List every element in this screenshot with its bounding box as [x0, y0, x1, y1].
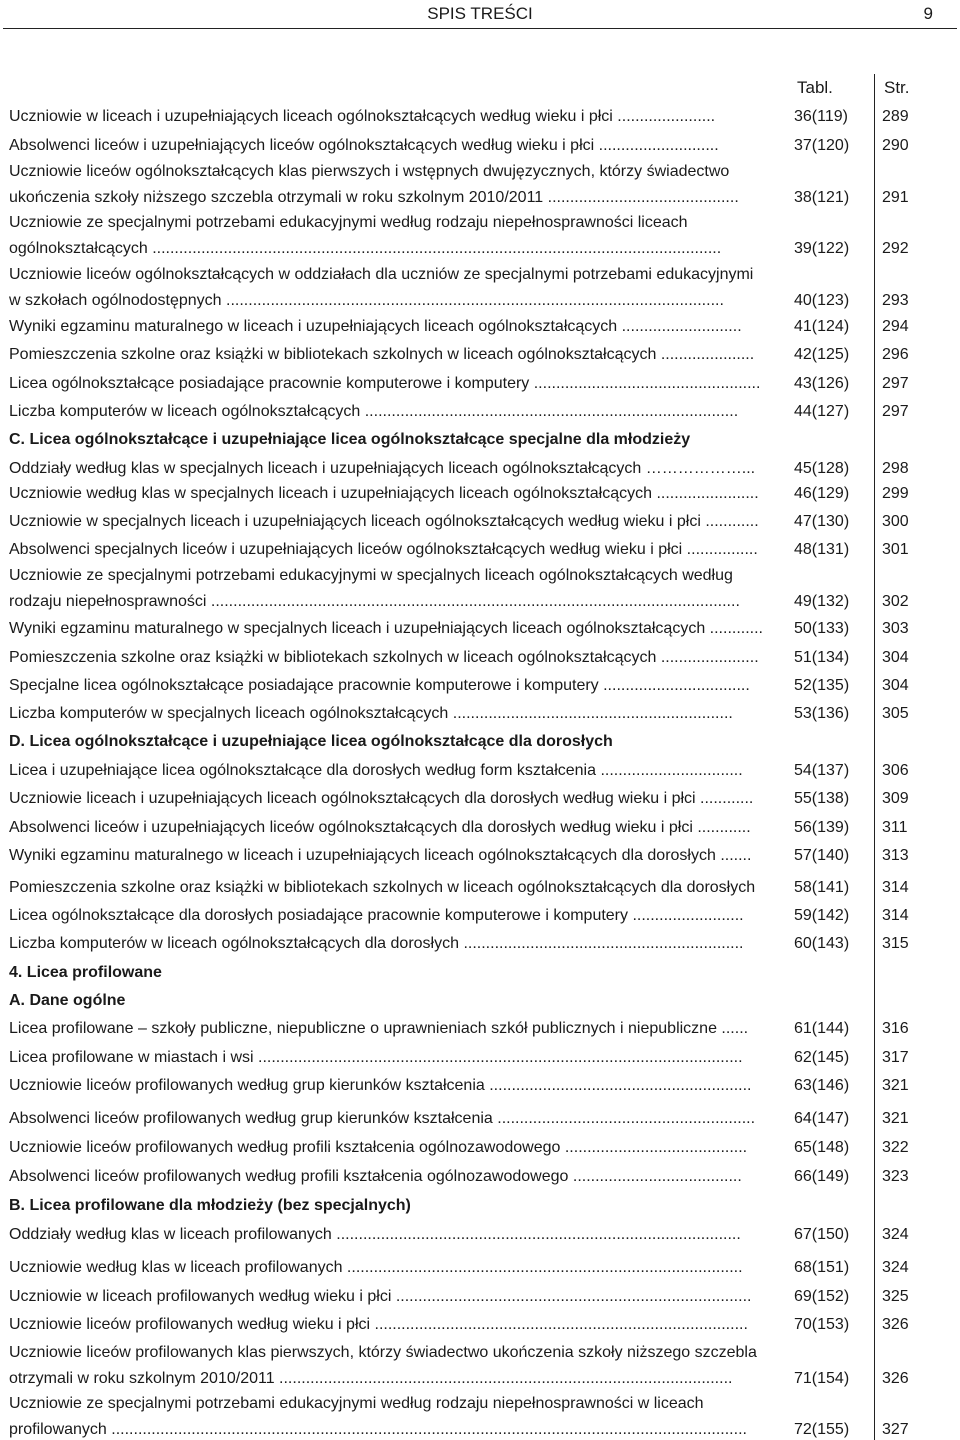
entry-title: Absolwenci liceów i uzupełniających liceów ogólnokształcących według wieku i płci ...........................: [9, 137, 719, 154]
entry-table-number: 44(127): [794, 403, 850, 420]
entry-page-number: 289: [882, 108, 909, 125]
entry-title: Pomieszczenia szkolne oraz książki w bibliotekach szkolnych w liceach ogólnokształcących dla dorosłych: [9, 879, 756, 896]
entry-title: Licea i uzupełniające licea ogólnokształcące dla dorosłych według form kształcenia ................................: [9, 762, 743, 779]
entry-page-number: 299: [882, 485, 909, 502]
entry-title: Uczniowie ze specjalnymi potrzebami edukacyjnymi w specjalnych liceach ogólnokształcących według: [9, 567, 733, 584]
entry-page-number: 321: [882, 1077, 909, 1094]
entry-page-number: 304: [882, 649, 909, 666]
entry-title: ukończenia szkoły niższego szczebla otrzymali w roku szkolnym 2010/2011 ...........................................: [9, 189, 739, 206]
entry-table-number: 57(140): [794, 847, 850, 864]
entry-page-number: 296: [882, 346, 909, 363]
entry-table-number: 49(132): [794, 593, 850, 610]
entry-page-number: 325: [882, 1288, 909, 1305]
entry-page-number: 315: [882, 935, 909, 952]
entry-table-number: 41(124): [794, 318, 850, 335]
entry-table-number: 53(136): [794, 705, 850, 722]
entry-title: Liczba komputerów w liceach ogólnokształcących ....................................................................................: [9, 403, 739, 420]
entry-title: otrzymali w roku szkolnym 2010/2011 ......................................................................................................: [9, 1370, 733, 1387]
section-heading-text: D. Licea ogólnokształcące i uzupełniające licea ogólnokształcące dla dorosłych: [9, 733, 613, 750]
entry-title: Uczniowie liceów ogólnokształcących klas pierwszych i wstępnych dwujęzycznych, którzy świadectwo: [9, 163, 730, 180]
section-heading-text: 4. Licea profilowane: [9, 964, 162, 981]
entry-page-number: 313: [882, 847, 909, 864]
entry-page-number: 317: [882, 1049, 909, 1066]
entry-page-number: 305: [882, 705, 909, 722]
entry-table-number: 69(152): [794, 1288, 850, 1305]
entry-table-number: 55(138): [794, 790, 850, 807]
entry-title: Uczniowie w specjalnych liceach i uzupełniających liceach ogólnokształcących według wieku i płci ............: [9, 513, 759, 530]
entry-title: Uczniowie w liceach i uzupełniających liceach ogólnokształcących według wieku i płci ......................: [9, 108, 716, 125]
section-heading-text: C. Licea ogólnokształcące i uzupełniające licea ogólnokształcące specjalne dla młodzieży: [9, 431, 691, 448]
entry-page-number: 294: [882, 318, 909, 335]
entry-table-number: 62(145): [794, 1049, 850, 1066]
entry-table-number: 60(143): [794, 935, 850, 952]
entry-table-number: 37(120): [794, 137, 850, 154]
entry-page-number: 303: [882, 620, 909, 637]
entry-title: Liczba komputerów w specjalnych liceach ogólnokształcących ...............................................................: [9, 705, 733, 722]
entry-page-number: 324: [882, 1226, 909, 1243]
entry-title: Wyniki egzaminu maturalnego w liceach i uzupełniających liceach ogólnokształcących ...........................: [9, 318, 742, 335]
entry-page-number: 293: [882, 292, 909, 309]
entry-table-number: 59(142): [794, 907, 850, 924]
entry-title: Uczniowie w liceach profilowanych według wieku i płci ................................................................................: [9, 1288, 752, 1305]
entry-table-number: 52(135): [794, 677, 850, 694]
entry-title: Absolwenci specjalnych liceów i uzupełniających liceów ogólnokształcących według wieku i płci ................: [9, 541, 758, 558]
entry-table-number: 67(150): [794, 1226, 850, 1243]
entry-table-number: 50(133): [794, 620, 850, 637]
section-heading-text: B. Licea profilowane dla młodzieży (bez specjalnych): [9, 1197, 411, 1214]
entry-title: Absolwenci liceów i uzupełniających liceów ogólnokształcących dla dorosłych według wieku i płci ............: [9, 819, 751, 836]
entry-table-number: 48(131): [794, 541, 850, 558]
entry-title: Oddziały według klas w specjalnych liceach i uzupełniających liceach ogólnokształcących ………………...: [9, 460, 756, 477]
entry-table-number: 71(154): [794, 1370, 850, 1387]
entry-title: Uczniowie według klas w specjalnych liceach i uzupełniających liceach ogólnokształcących .......................: [9, 485, 759, 502]
entry-table-number: 58(141): [794, 879, 850, 896]
entry-title: Uczniowie ze specjalnymi potrzebami edukacyjnymi według rodzaju niepełnosprawności w liceach: [9, 1395, 704, 1412]
entry-page-number: 300: [882, 513, 909, 530]
entry-page-number: 321: [882, 1110, 909, 1127]
entry-page-number: 326: [882, 1316, 909, 1333]
entry-title: Licea ogólnokształcące posiadające pracownie komputerowe i komputery ...................................................: [9, 375, 761, 392]
entry-title: Absolwenci liceów profilowanych według grup kierunków kształcenia ..........................................................: [9, 1110, 756, 1127]
entry-page-number: 304: [882, 677, 909, 694]
entry-title: Pomieszczenia szkolne oraz książki w bibliotekach szkolnych w liceach ogólnokształcących .....................: [9, 346, 755, 363]
entry-page-number: 326: [882, 1370, 909, 1387]
entry-table-number: 40(123): [794, 292, 850, 309]
entry-page-number: 297: [882, 403, 909, 420]
entry-table-number: 66(149): [794, 1168, 850, 1185]
entry-table-number: 43(126): [794, 375, 850, 392]
entry-table-number: 65(148): [794, 1139, 850, 1156]
entry-title: Licea profilowane – szkoły publiczne, niepubliczne o uprawnieniach szkół publicznych i niepubliczne ......: [9, 1020, 749, 1037]
entry-page-number: 316: [882, 1020, 909, 1037]
entry-title: Uczniowie liceów profilowanych według wieku i płci ....................................................................................: [9, 1316, 748, 1333]
section-heading-text: A. Dane ogólne: [9, 992, 126, 1009]
page-title: SPIS TREŚCI: [427, 4, 533, 23]
entry-page-number: 298: [882, 460, 909, 477]
entry-table-number: 36(119): [794, 108, 848, 125]
entry-title: Uczniowie według klas w liceach profilowanych .........................................................................................: [9, 1259, 743, 1276]
entry-page-number: 301: [882, 541, 909, 558]
entry-title: Wyniki egzaminu maturalnego w liceach i uzupełniających liceach ogólnokształcących dla dorosłych .......: [9, 847, 752, 864]
entry-table-number: 38(121): [794, 189, 850, 206]
entry-page-number: 309: [882, 790, 909, 807]
entry-title: Wyniki egzaminu maturalnego w specjalnych liceach i uzupełniających liceach ogólnokształcących ............: [9, 620, 763, 637]
entry-title: Uczniowie ze specjalnymi potrzebami edukacyjnymi według rodzaju niepełnosprawności liceach: [9, 214, 688, 231]
entry-table-number: 51(134): [794, 649, 850, 666]
entry-table-number: 64(147): [794, 1110, 850, 1127]
entry-title: ogólnokształcących ................................................................................................................................: [9, 240, 722, 257]
entry-page-number: 323: [882, 1168, 909, 1185]
entry-page-number: 291: [882, 189, 909, 206]
entry-page-number: 324: [882, 1259, 909, 1276]
entry-table-number: 72(155): [794, 1421, 850, 1438]
entry-title: Liczba komputerów w liceach ogólnokształcących dla dorosłych ...............................................................: [9, 935, 744, 952]
entry-page-number: 290: [882, 137, 909, 154]
entry-title: Uczniowie liceach i uzupełniających liceach ogólnokształcących dla dorosłych według wieku i płci ............: [9, 790, 754, 807]
entry-title: Uczniowie liceów profilowanych klas pierwszych, którzy świadectwo ukończenia szkoły niższego szczebla: [9, 1344, 757, 1361]
entry-table-number: 45(128): [794, 460, 850, 477]
entry-title: Specjalne licea ogólnokształcące posiadające pracownie komputerowe i komputery .................................: [9, 677, 750, 694]
entry-title: Pomieszczenia szkolne oraz książki w bibliotekach szkolnych w liceach ogólnokształcących ......................: [9, 649, 759, 666]
entry-table-number: 42(125): [794, 346, 850, 363]
column-header-str: Str.: [884, 78, 910, 97]
entry-title: Uczniowie liceów ogólnokształcących w oddziałach dla uczniów ze specjalnymi potrzebami edukacyjnymi: [9, 266, 754, 283]
entry-table-number: 63(146): [794, 1077, 850, 1094]
entry-title: Uczniowie liceów profilowanych według grup kierunków kształcenia ...........................................................: [9, 1077, 752, 1094]
entry-table-number: 39(122): [794, 240, 850, 257]
column-header-tabl: Tabl.: [797, 78, 833, 97]
entry-page-number: 314: [882, 907, 909, 924]
page-number: 9: [923, 4, 933, 23]
entry-table-number: 56(139): [794, 819, 850, 836]
entry-page-number: 297: [882, 375, 909, 392]
entry-page-number: 292: [882, 240, 909, 257]
entry-title: Licea ogólnokształcące dla dorosłych posiadające pracownie komputerowe i komputery .........................: [9, 907, 744, 924]
entry-table-number: 70(153): [794, 1316, 850, 1333]
entry-table-number: 61(144): [794, 1020, 850, 1037]
entry-page-number: 311: [882, 819, 908, 836]
entry-page-number: 322: [882, 1139, 909, 1156]
entry-table-number: 68(151): [794, 1259, 850, 1276]
entry-table-number: 47(130): [794, 513, 850, 530]
entry-title: rodzaju niepełnosprawności .......................................................................................................................: [9, 593, 740, 610]
entry-table-number: 54(137): [794, 762, 850, 779]
entry-page-number: 302: [882, 593, 909, 610]
entry-page-number: 314: [882, 879, 909, 896]
entry-title: w szkołach ogólnodostępnych ................................................................................................................: [9, 292, 724, 309]
entry-title: profilowanych ...............................................................................................................................................: [9, 1421, 747, 1438]
entry-page-number: 306: [882, 762, 909, 779]
entry-title: Uczniowie liceów profilowanych według profili kształcenia ogólnozawodowego .........................................: [9, 1139, 748, 1156]
entry-title: Licea profilowane w miastach i wsi .............................................................................................................: [9, 1049, 743, 1066]
entry-table-number: 46(129): [794, 485, 850, 502]
entry-title: Oddziały według klas w liceach profilowanych ...........................................................................................: [9, 1226, 741, 1243]
entry-page-number: 327: [882, 1421, 909, 1438]
entry-title: Absolwenci liceów profilowanych według profili kształcenia ogólnozawodowego ......................................: [9, 1168, 742, 1185]
